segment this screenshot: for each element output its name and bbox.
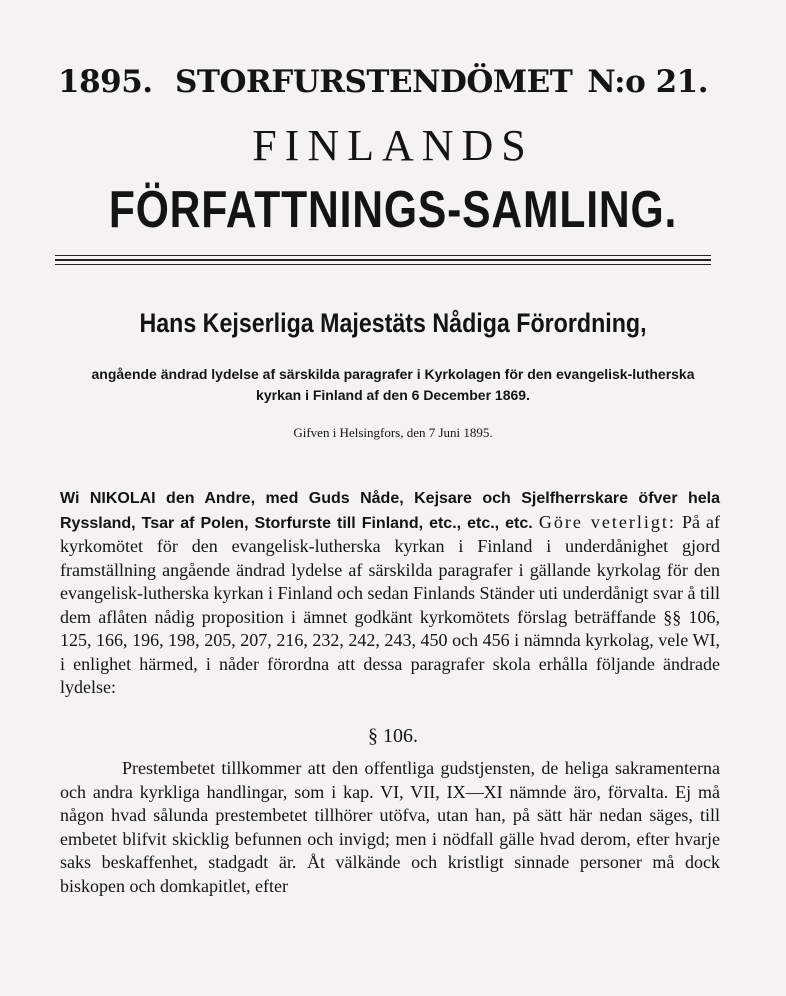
header-title: STORFURSTENDÖMET — [175, 64, 573, 100]
decree-heading: Hans Kejserliga Majestäts Nådiga Förordning, — [139, 308, 647, 338]
body-lead: Wi NIKOLAI den Andre, med Guds Nåde, Kejsare och Sjelfherrskare öfver hela Ryssland, Tsar af Polen, Storfurste till Finland, etc., etc., etc. — [60, 490, 720, 532]
masthead-rule-bottom — [55, 264, 711, 265]
section-heading: § 106. — [368, 725, 418, 747]
masthead-rule-top — [55, 255, 711, 256]
body-paragraph-2: Prestembetet tillkommer att den offentliga gudstjensten, de heliga sakramenterna och andra kyrkliga handlingar, som i kap. VI, VII, IX—XI nämnde äro, förvalta. Ej må någon hvad sålunda prestembetet tillhörer utöfva, utan han, på sätt här nedan säges, till embetet blifvit skicklig befunnen och invigd; men i nödfall gälle hvad derom, efter hvarje saks beskaffenhet, stadgadt är. Åt välkände och kristligt sinnade personer må dock biskopen och domkapitlet, efter — [60, 758, 720, 896]
decree-subtitle-1: angående ändrad lydelse af särskilda paragrafer i Kyrkolagen för den evangelisk-lutherska — [91, 366, 695, 382]
masthead-line2: FÖRFATTNINGS-SAMLING. — [108, 181, 678, 239]
decree-subtitle-2: kyrkan i Finland af den 6 December 1869. — [256, 387, 530, 403]
header-year: 1895. — [58, 64, 153, 100]
header-number: N:o 21. — [587, 64, 708, 100]
body-text-1: På af kyrkomötet för den evangelisk-lutherska kyrkan i Finland i underdånighet gjord framställning angående ändrad lydelse af särskilda paragrafer i gällande kyrkolag för den evangelisk-lutherska kyrkan i Finland och sedan Finlands Ständer uti underdånigt svar å till dem aflåten nådig proposition i ämnet godkänt kyrkomötets förslag beträffande §§ 106, 125, 166, 196, 198, 205, 207, 216, 232, 242, 243, 450 och 456 i nämnda kyrkolag, vele WI, i enlighet härmed, i nåder förordna att dessa paragrafer skola erhålla följande ändrade lydelse: — [60, 511, 721, 697]
body-paragraph-1 — [60, 486, 720, 700]
masthead-line1: FINLANDS — [252, 121, 534, 170]
body-gore: Göre veterligt: — [538, 511, 676, 532]
decree-given: Gifven i Helsingfors, den 7 Juni 1895. — [293, 425, 493, 440]
masthead-rule-middle — [55, 259, 711, 261]
